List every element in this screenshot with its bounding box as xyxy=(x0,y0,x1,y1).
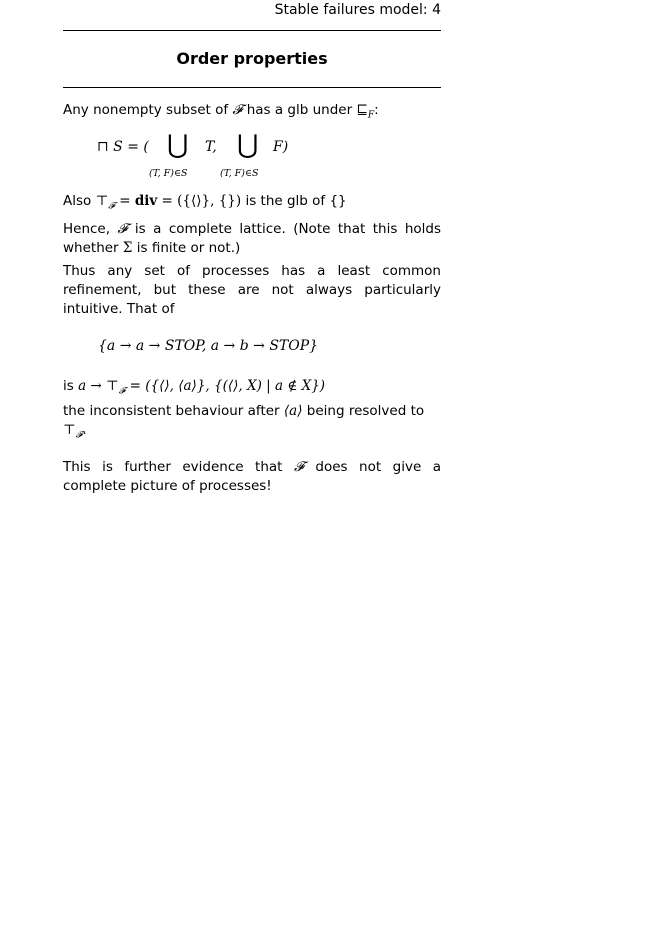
paragraph-top: Also $⊤_𝓕$ = div = ({⟨⟩}, {}) is the glb of {} xyxy=(63,192,347,212)
math-order: ⊑ xyxy=(356,102,368,118)
title-rule xyxy=(63,87,441,88)
math-F: 𝓕 xyxy=(232,102,243,118)
formula-term-1: T, xyxy=(205,138,217,155)
union-index-2: (T, F)∈S xyxy=(220,167,259,179)
paragraph-result: is $a \to ⊤_𝓕$ = ({⟨⟩, ⟨a⟩}, {(⟨⟩, X) | a ∉ X}) the inconsistent behaviour after ⟨a⟩ being resolved to $⊤_𝓕$. xyxy=(63,378,425,441)
page-title: Order properties xyxy=(176,49,328,68)
paragraph-refinement: Thus any set of processes has a least common refinement, but these are not always particularly intuitive. That of xyxy=(63,263,441,318)
running-header: Stable failures model: 4 xyxy=(274,2,441,18)
union-index-1: (T, F)∈S xyxy=(149,167,188,179)
formula-term-2: F) xyxy=(273,138,289,155)
union-symbol-2: ⋃ xyxy=(237,129,259,160)
top-rule xyxy=(63,30,441,31)
body-text xyxy=(63,101,441,496)
paragraph-evidence: This is further evidence that 𝓕 does not give a complete picture of processes! xyxy=(63,458,441,494)
glb-formula xyxy=(97,126,441,192)
process-set-formula: {a → a → STOP, a → b → STOP} xyxy=(98,338,319,355)
formula-lhs: ⊓ S = ( xyxy=(97,138,149,155)
union-symbol-1: ⋃ xyxy=(167,129,189,160)
paragraph-glb: Any nonempty subset of 𝓕 has a glb under $⊑_F$: xyxy=(63,102,379,121)
paragraph-lattice: Hence, 𝓕 is a complete lattice. (Note that this holds whether Σ is finite or not.) xyxy=(63,221,441,257)
math-div: div xyxy=(134,192,158,209)
